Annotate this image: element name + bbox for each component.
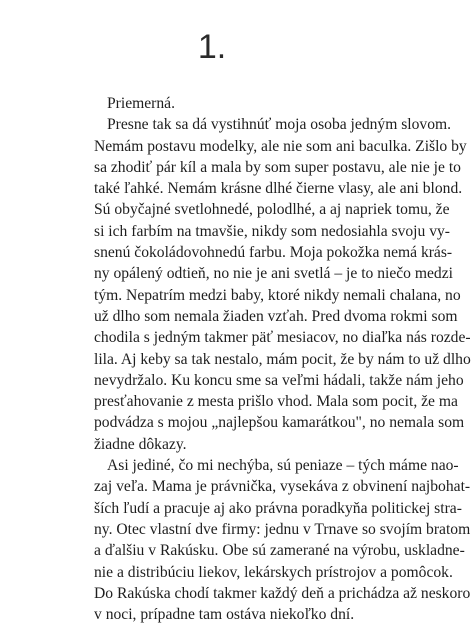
text-line: presťahovanie z mesta prišlo vhod. Mala som pocit, že ma [94, 393, 458, 411]
text-line: ny. Otec vlastní dve firmy: jednu v Trnave so svojím bratom [94, 520, 471, 538]
text-line: také ľahké. Nemám krásne dlhé čierne vlasy, ale ani blond. [94, 180, 463, 198]
text-line: Priemerná. [107, 95, 175, 112]
chapter-number: 1. [197, 28, 227, 66]
text-line: snenú čokoládovohnedú farbu. Moja pokožka nemá krás- [94, 244, 453, 262]
text-line: Presne tak sa dá vystihnúť moja osoba jedným slovom. [107, 116, 452, 134]
text-line: si ich farbím na tmavšie, nikdy som nedosiahla svoju vy- [94, 222, 450, 240]
text-line: Sú obyčajné svetlohnedé, polodlhé, a aj napriek tomu, že [94, 201, 450, 219]
text-line: podvádza s mojou „najlepšou kamarátkou", no nemala som [94, 414, 465, 432]
text-line: Do Rakúska chodí takmer každý deň a prichádza až neskoro [94, 584, 471, 602]
text-line: ších ľudí a pracuje aj ako právna poradkyňa politickej stra- [94, 499, 462, 517]
text-line: Nemám postavu modelky, ale nie som ani baculka. Zišlo by [94, 137, 467, 155]
text-line: sa zhodiť pár kíl a mala by som super postavu, ale nie je to [94, 158, 461, 176]
text-line: lila. Aj keby sa tak nestalo, mám pocit, že by nám to už dlho [94, 350, 471, 368]
text-line: zaj veľa. Mama je právnička, vysekáva z obvinení najbohat- [94, 478, 471, 496]
text-line: tým. Nepatrím medzi baby, ktoré nikdy nemali chalana, no [94, 286, 461, 304]
text-line: už dlho som nemala žiaden vzťah. Pred dvoma rokmi som [94, 307, 458, 325]
body-text [94, 93, 471, 625]
text-line: žiadne dôkazy. [94, 435, 187, 453]
text-line: ny opálený odtieň, no nie je ani svetlá – je to niečo medzi [94, 265, 453, 283]
text-line: nevydržalo. Ku koncu sme sa veľmi hádali, takže nám jeho [94, 371, 464, 389]
text-line: v noci, prípadne tam ostáva niekoľko dní. [94, 606, 355, 624]
text-line: chodila s jedným takmer päť mesiacov, no diaľka nás rozde- [94, 329, 471, 347]
text-line: nie a distribúciu liekov, lekárskych prístrojov a pomôcok. [94, 563, 453, 581]
text-line: Asi jediné, čo mi nechýba, sú peniaze – tých máme nao- [107, 457, 459, 475]
text-line: a ďalšiu v Rakúsku. Obe sú zamerané na výrobu, uskladne- [94, 542, 465, 560]
